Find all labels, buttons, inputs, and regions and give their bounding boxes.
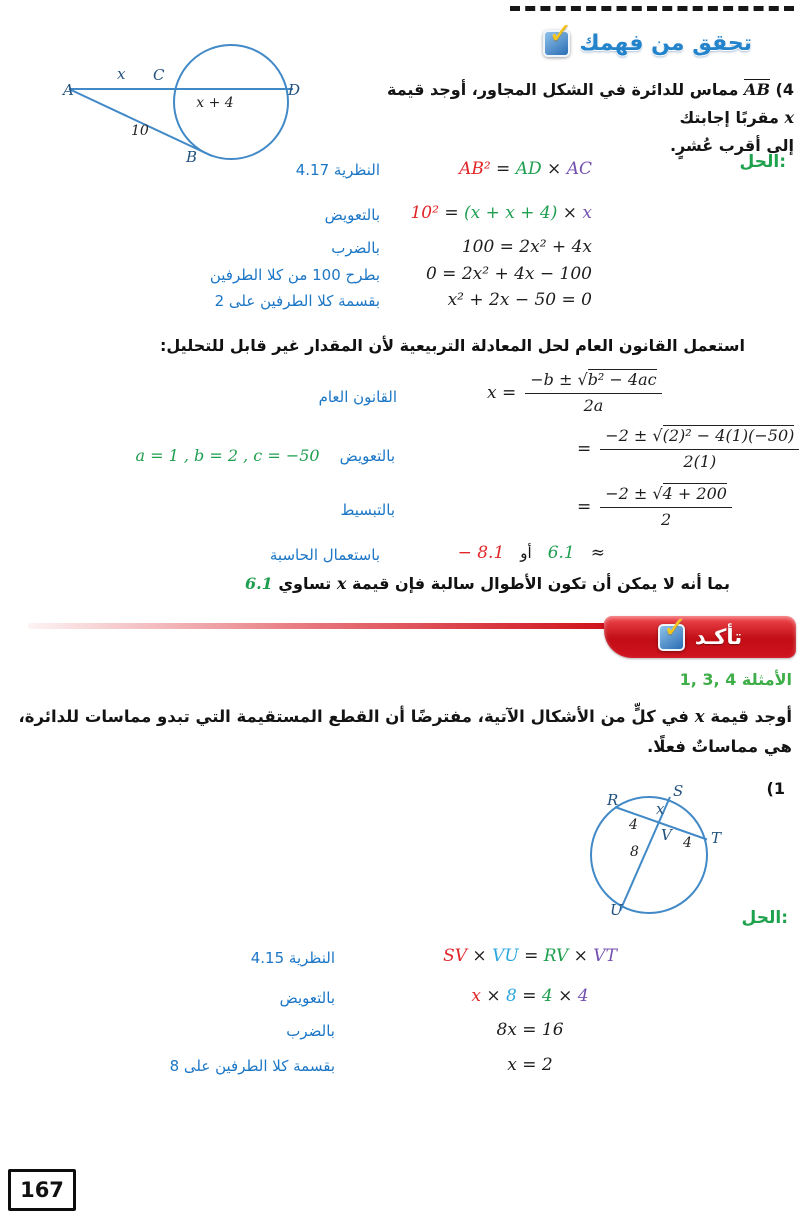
approx-symbol: ≈	[590, 543, 605, 563]
point-label-V: V	[661, 826, 672, 844]
eq-term: 10²	[410, 203, 439, 223]
segment-label-10: 10	[131, 123, 149, 139]
denominator: 2(1)	[683, 451, 717, 471]
eq-op: ×	[568, 946, 594, 966]
eq-lhs: =	[577, 439, 592, 460]
eq-term: x	[582, 203, 592, 223]
equation-row	[459, 159, 592, 179]
eq-op: ×	[480, 986, 507, 1006]
positive-root-value: 6.1	[547, 543, 575, 563]
check-glyph-icon: ✓	[548, 16, 573, 50]
numerator	[600, 484, 732, 508]
segment-label-x: x	[656, 800, 665, 818]
eq-term: 4	[541, 986, 553, 1006]
eq-term: x	[471, 986, 481, 1006]
intersecting-chords-diagram	[573, 783, 753, 943]
problem-text-2: مقربًا إجابتك	[679, 108, 779, 127]
equation-row	[462, 237, 592, 257]
examples-word: الأمثلة	[741, 670, 792, 689]
eq-term: 4	[577, 986, 589, 1006]
eq-lhs: =	[577, 497, 592, 518]
radicand: (2)² − 4(1)(−50)	[662, 426, 795, 445]
eq-term: AD	[515, 159, 542, 179]
problem-4-statement	[376, 76, 794, 160]
fraction	[525, 370, 661, 417]
point-label-U: U	[610, 901, 623, 919]
point-label-R: R	[607, 791, 619, 809]
reason-label: بقسمة كلا الطرفين على 2	[214, 292, 380, 310]
conclusion-part2: تساوي	[278, 574, 332, 593]
numerator	[525, 370, 661, 394]
equation-row	[430, 946, 630, 966]
segment-label-x: x	[117, 65, 126, 83]
dashed-divider	[510, 6, 794, 11]
checkbox-check-icon	[543, 16, 573, 57]
variable-x: x	[694, 707, 705, 726]
radicand: 4 + 200	[662, 484, 727, 503]
reason-label: بالتبسيط	[340, 501, 395, 519]
page-number-box	[8, 1169, 76, 1211]
eq-op: =	[438, 203, 464, 223]
eq-op: ×	[552, 986, 578, 1006]
reason-label: بالتعويض	[339, 446, 395, 465]
eq-term: 8x = 16	[496, 1020, 564, 1040]
checkbox-check-icon	[658, 609, 688, 651]
equation-row	[430, 1055, 630, 1075]
radical-icon: √	[652, 426, 663, 445]
reason-label: بالتعويض	[324, 206, 380, 224]
reason-label: باستعمال الحاسبة	[269, 546, 380, 564]
numerator	[600, 426, 799, 450]
point-label-A: A	[63, 81, 74, 99]
final-value: 6.1	[244, 574, 273, 593]
eq-term: SV	[443, 946, 468, 966]
or-word: أو	[520, 544, 532, 562]
item-1-number: (1	[766, 779, 785, 798]
eq-op: ×	[467, 946, 493, 966]
tangent-secant-diagram	[55, 38, 315, 173]
confirm-banner	[0, 609, 800, 664]
exercise-instructions	[8, 702, 792, 761]
problem-text-1: مماس للدائرة في الشكل المجاور، أوجد قيمة	[386, 80, 739, 99]
segment-label-8: 8	[630, 844, 639, 860]
equation-row	[410, 203, 592, 223]
eq-term: 8	[506, 986, 517, 1006]
reason-label: بالضرب	[331, 239, 380, 257]
eq-op: =	[490, 159, 516, 179]
eq-op: =	[518, 946, 544, 966]
eq-term: 100 = 2x² + 4x	[461, 237, 592, 257]
point-label-T: T	[711, 829, 722, 847]
coefficient-values: a = 1 , b = 2 , c = −50	[135, 446, 320, 465]
problem-text-line2: إلى أقرب عُشرٍ.	[669, 136, 794, 155]
examples-reference	[680, 670, 792, 689]
solution-label-2: الحل:	[741, 908, 788, 928]
radicand: b² − 4ac	[587, 370, 657, 389]
task-part2: في كلٍّ من الأشكال الآتية، مفترضًا أن القطع المستقيمة التي تبدو مماسات للدائرة، هي مماساتٌ فعلًا.	[18, 707, 792, 756]
eq-term: AC	[566, 159, 592, 179]
approx-result-row	[458, 543, 605, 563]
check-glyph-icon: ✓	[662, 609, 688, 644]
negative-root-value: − 8.1	[457, 543, 505, 563]
num-prefix: −b ±	[530, 370, 578, 389]
simplify-row	[577, 484, 732, 531]
eq-term: x² + 2x − 50 = 0	[447, 290, 592, 310]
examples-numbers: 1, 3, 4	[679, 670, 737, 689]
task-part1: أوجد قيمة	[710, 707, 792, 726]
segment-label-4-VT: 4	[683, 835, 692, 851]
equation-row	[426, 264, 592, 284]
eq-op: ×	[557, 203, 583, 223]
equation-row	[430, 1020, 630, 1040]
eq-term: 0 = 2x² + 4x − 100	[425, 264, 592, 284]
substitution-reason-group	[135, 446, 395, 465]
point-label-S: S	[673, 783, 684, 800]
eq-term: x = 2	[507, 1055, 553, 1075]
equation-row	[448, 290, 592, 310]
segment-label-4-RV: 4	[629, 817, 638, 833]
reason-label: القانون العام	[318, 388, 397, 406]
eq-lhs: x =	[487, 383, 517, 404]
reason-label: بقسمة كلا الطرفين على 8	[169, 1057, 335, 1075]
point-label-D: D	[288, 81, 301, 99]
segment-label-x-plus-4: x + 4	[196, 95, 234, 111]
fraction	[600, 426, 799, 473]
variable-x: x	[336, 574, 347, 593]
quadratic-formula-row	[487, 370, 662, 417]
eq-op: ×	[541, 159, 567, 179]
radical-icon: √	[577, 370, 588, 389]
banner-box	[604, 609, 796, 658]
reason-label: النظرية 4.15	[250, 949, 335, 967]
page-number: 167	[20, 1178, 64, 1202]
reason-label: النظرية 4.17	[295, 161, 380, 179]
circle-shape	[591, 797, 707, 913]
eq-term: RV	[543, 946, 569, 966]
eq-term: AB²	[459, 159, 491, 179]
equation-row	[430, 986, 630, 1006]
point-label-B: B	[186, 148, 198, 166]
point-label-C: C	[153, 66, 165, 84]
banner-tail-line	[28, 623, 612, 629]
num-prefix: −2 ±	[605, 426, 653, 445]
conclusion-part1: بما أنه لا يمكن أن تكون الأطوال سالبة فإن قيمة	[352, 574, 730, 593]
reason-label: بالتعويض	[279, 989, 335, 1007]
eq-op: =	[516, 986, 542, 1006]
num-prefix: −2 ±	[605, 484, 653, 503]
eq-term: VU	[492, 946, 519, 966]
denominator: 2a	[583, 395, 604, 415]
section-title: تحقق من فهمك	[579, 31, 752, 56]
eq-term: (x + x + 4)	[463, 203, 558, 223]
fraction	[600, 484, 732, 531]
check-understanding-header	[543, 16, 752, 57]
banner-title: تأكـد	[694, 625, 743, 649]
conclusion-text	[245, 574, 730, 593]
quadratic-intro-text: استعمل القانون العام لحل المعادلة التربيعية لأن المقدار غير قابل للتحليل:	[159, 336, 745, 355]
reason-label: بالضرب	[286, 1022, 335, 1040]
denominator: 2	[660, 509, 672, 529]
variable-x: x	[784, 108, 794, 127]
segment-AB-overline: AB	[744, 80, 770, 99]
radical-icon: √	[652, 484, 663, 503]
reason-label: بطرح 100 من كلا الطرفين	[209, 266, 380, 284]
solution-label-1: الحل:	[739, 152, 786, 172]
problem-number: (4	[775, 80, 794, 99]
eq-term: VT	[593, 946, 617, 966]
substitution-row	[577, 426, 799, 473]
